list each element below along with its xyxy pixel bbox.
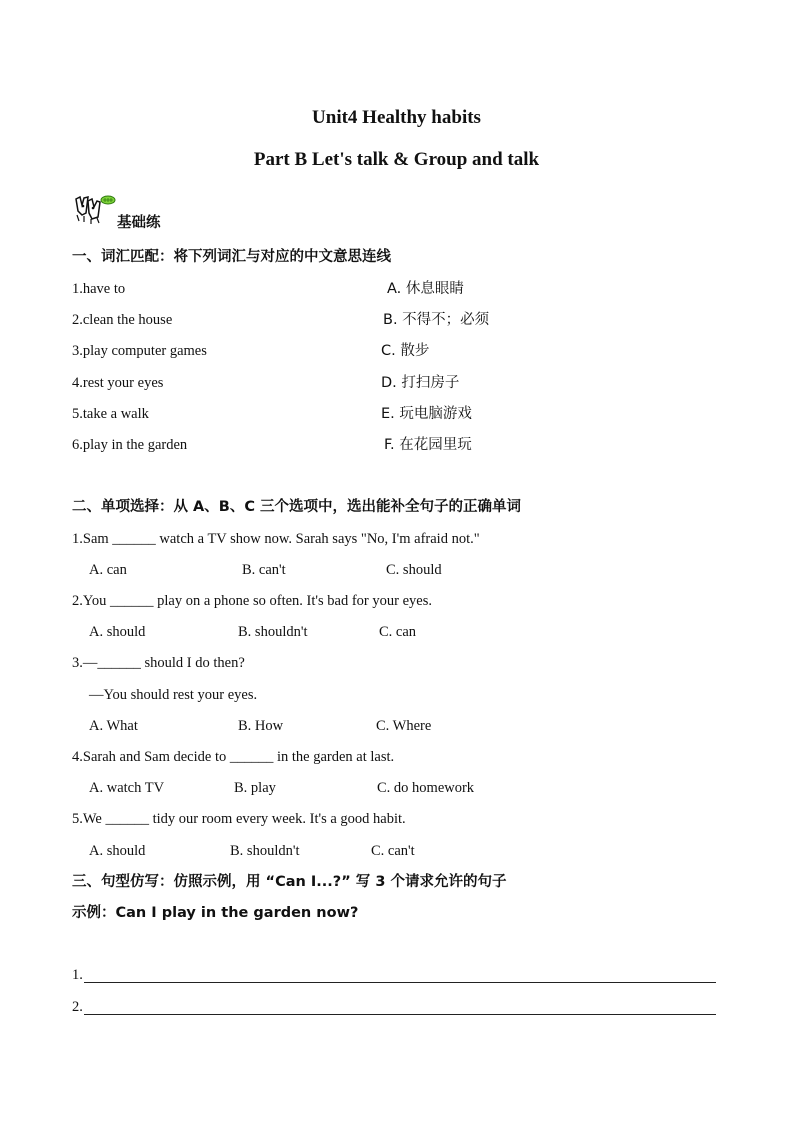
option-c: C. can [379, 624, 417, 640]
example-sentence: 示例：Can I play in the garden now? [72, 905, 359, 921]
option-b: B. How [238, 718, 284, 734]
option-a: A. should [89, 843, 146, 859]
option-a: A. can [89, 562, 127, 578]
section1-heading: 一、词汇匹配：将下列词汇与对应的中文意思连线 [72, 249, 391, 265]
option-c: C. can't [371, 843, 415, 859]
option-a: A. watch TV [89, 780, 165, 796]
question-stem-reply: —You should rest your eyes. [89, 687, 258, 703]
option-b: B. shouldn't [230, 843, 300, 859]
vocab-item: 4.rest your eyes [72, 375, 164, 391]
answer-line[interactable] [84, 1014, 716, 1015]
option-a: A. should [89, 624, 146, 640]
vocab-item: 5.take a walk [72, 406, 149, 422]
option-c: C. do homework [377, 780, 475, 796]
answer-number: 2. [72, 999, 83, 1015]
option-b: B. shouldn't [238, 624, 308, 640]
question-stem: 3.—______ should I do then? [72, 655, 245, 671]
vocab-item: 2.clean the house [72, 312, 173, 328]
question-stem: 1.Sam ______ watch a TV show now. Sarah says "No, I'm afraid not." [72, 531, 480, 547]
option-b: B. play [234, 780, 276, 796]
question-stem: 5.We ______ tidy our room every week. It's a good habit. [72, 811, 406, 827]
basic-practice-label: 基础练 [117, 215, 161, 231]
section2-heading: 二、单项选择：从 A、B、C 三个选项中，选出能补全句子的正确单词 [72, 499, 522, 515]
vocab-item: 3.play computer games [72, 343, 207, 359]
question-stem: 2.You ______ play on a phone so often. It's bad for your eyes. [72, 593, 432, 609]
answer-number: 1. [72, 967, 83, 983]
option-b: B. can't [242, 562, 286, 578]
meaning-item: A. 休息眼睛 [387, 281, 464, 297]
option-a: A. What [89, 718, 138, 734]
meaning-item: C. 散步 [381, 343, 430, 359]
option-c: C. should [386, 562, 442, 578]
vocab-item: 6.play in the garden [72, 437, 188, 453]
meaning-item: E. 玩电脑游戏 [381, 406, 472, 422]
option-c: C. Where [376, 718, 432, 734]
section3-heading: 三、句型仿写：仿照示例，用 “Can I...?” 写 3 个请求允许的句子 [72, 874, 507, 890]
meaning-item: B. 不得不；必须 [383, 312, 490, 328]
page-subtitle: Part B Let's talk & Group and talk [253, 149, 540, 170]
vocab-item: 1.have to [72, 281, 126, 297]
meaning-item: D. 打扫房子 [381, 375, 460, 391]
page-title: Unit4 Healthy habits [312, 107, 481, 128]
answer-line[interactable] [84, 982, 716, 983]
question-stem: 4.Sarah and Sam decide to ______ in the garden at last. [72, 749, 395, 765]
cartoon-mascot-icon [72, 193, 116, 225]
meaning-item: F. 在花园里玩 [384, 437, 472, 453]
